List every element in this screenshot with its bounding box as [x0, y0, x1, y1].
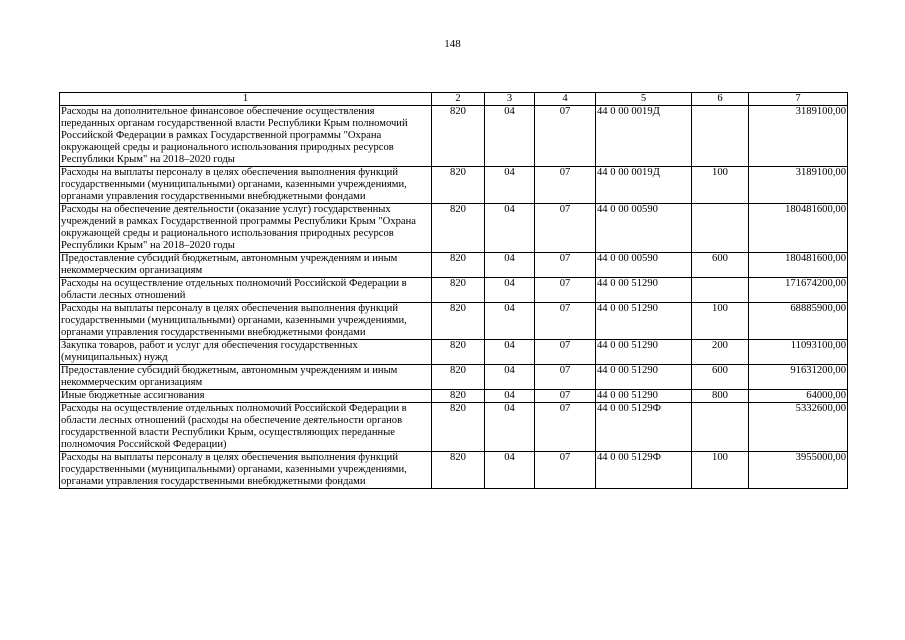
row-col-4: 07	[535, 303, 596, 340]
row-col-4: 07	[535, 253, 596, 278]
row-col-6	[692, 278, 749, 303]
table-row	[60, 452, 848, 489]
row-amount: 3189100,00	[749, 106, 848, 167]
row-col-4: 07	[535, 403, 596, 452]
row-col-5: 44 0 00 0019Д	[596, 106, 692, 167]
row-col-5: 44 0 00 5129Ф	[596, 403, 692, 452]
row-amount: 180481600,00	[749, 253, 848, 278]
row-col-4: 07	[535, 278, 596, 303]
table-row	[60, 167, 848, 204]
row-col-6: 600	[692, 365, 749, 390]
row-description: Расходы на дополнительное финансовое обеспечение осуществления переданных органам государственной власти Республики Крым полномочий Российской Федерации в рамках Государственной программы "Охрана окружающей среды и рационального использования природных ресурсов Республики Крым" на 2018–2020 годы	[60, 106, 432, 167]
row-col-6: 200	[692, 340, 749, 365]
row-amount: 3955000,00	[749, 452, 848, 489]
row-col-2: 820	[432, 167, 485, 204]
row-col-3: 04	[485, 278, 535, 303]
row-col-3: 04	[485, 340, 535, 365]
row-col-6: 800	[692, 390, 749, 403]
row-col-5: 44 0 00 51290	[596, 340, 692, 365]
row-description: Расходы на осуществление отдельных полномочий Российской Федерации в области лесных отношений (расходы на обеспечение деятельности органов государственной власти Республики Крым, осуществляющих переданные полномочия Российской Федерации)	[60, 403, 432, 452]
row-col-2: 820	[432, 204, 485, 253]
header-col-4: 4	[535, 93, 596, 106]
row-col-5: 44 0 00 0019Д	[596, 167, 692, 204]
header-col-6: 6	[692, 93, 749, 106]
header-col-5: 5	[596, 93, 692, 106]
row-amount: 68885900,00	[749, 303, 848, 340]
row-col-6	[692, 204, 749, 253]
row-col-4: 07	[535, 390, 596, 403]
row-col-6	[692, 403, 749, 452]
row-col-2: 820	[432, 303, 485, 340]
row-col-6: 100	[692, 452, 749, 489]
row-description: Закупка товаров, работ и услуг для обеспечения государственных (муниципальных) нужд	[60, 340, 432, 365]
row-col-3: 04	[485, 253, 535, 278]
row-amount: 64000,00	[749, 390, 848, 403]
table-row	[60, 253, 848, 278]
row-description: Расходы на осуществление отдельных полномочий Российской Федерации в области лесных отношений	[60, 278, 432, 303]
row-col-5: 44 0 00 00590	[596, 253, 692, 278]
header-col-7: 7	[749, 93, 848, 106]
row-col-5: 44 0 00 51290	[596, 303, 692, 340]
budget-table	[59, 92, 848, 489]
row-description: Расходы на выплаты персоналу в целях обеспечения выполнения функций государственными (муниципальными) органами, казенными учреждениями, органами управления государственными внебюджетными фондами	[60, 303, 432, 340]
row-col-2: 820	[432, 452, 485, 489]
row-col-3: 04	[485, 452, 535, 489]
row-amount: 91631200,00	[749, 365, 848, 390]
row-amount: 180481600,00	[749, 204, 848, 253]
row-col-2: 820	[432, 253, 485, 278]
table-row	[60, 278, 848, 303]
header-row	[60, 93, 848, 106]
row-col-3: 04	[485, 167, 535, 204]
row-col-6: 600	[692, 253, 749, 278]
row-col-2: 820	[432, 340, 485, 365]
row-description: Иные бюджетные ассигнования	[60, 390, 432, 403]
row-col-3: 04	[485, 106, 535, 167]
row-amount: 5332600,00	[749, 403, 848, 452]
row-col-4: 07	[535, 167, 596, 204]
row-col-5: 44 0 00 51290	[596, 278, 692, 303]
row-col-4: 07	[535, 365, 596, 390]
row-description: Расходы на обеспечение деятельности (оказание услуг) государственных учреждений в рамках Государственной программы Республики Крым "Охрана окружающей среды и рационального использования природных ресурсов Республики Крым" на 2018–2020 годы	[60, 204, 432, 253]
row-description: Предоставление субсидий бюджетным, автономным учреждениям и иным некоммерческим организациям	[60, 365, 432, 390]
table-row	[60, 204, 848, 253]
row-col-5: 44 0 00 00590	[596, 204, 692, 253]
row-description: Расходы на выплаты персоналу в целях обеспечения выполнения функций государственными (муниципальными) органами, казенными учреждениями, органами управления государственными внебюджетными фондами	[60, 167, 432, 204]
table-row	[60, 390, 848, 403]
row-col-3: 04	[485, 303, 535, 340]
row-col-3: 04	[485, 204, 535, 253]
row-col-3: 04	[485, 365, 535, 390]
row-col-2: 820	[432, 106, 485, 167]
table-row	[60, 303, 848, 340]
row-col-4: 07	[535, 204, 596, 253]
row-col-2: 820	[432, 390, 485, 403]
row-col-2: 820	[432, 365, 485, 390]
row-amount: 3189100,00	[749, 167, 848, 204]
page-number: 148	[444, 38, 461, 50]
row-amount: 11093100,00	[749, 340, 848, 365]
row-col-2: 820	[432, 278, 485, 303]
row-description: Расходы на выплаты персоналу в целях обеспечения выполнения функций государственными (муниципальными) органами, казенными учреждениями, органами управления государственными внебюджетными фондами	[60, 452, 432, 489]
header-col-1: 1	[60, 93, 432, 106]
table-row	[60, 403, 848, 452]
header-col-2: 2	[432, 93, 485, 106]
row-col-4: 07	[535, 452, 596, 489]
row-col-6	[692, 106, 749, 167]
header-col-3: 3	[485, 93, 535, 106]
row-description: Предоставление субсидий бюджетным, автономным учреждениям и иным некоммерческим организациям	[60, 253, 432, 278]
row-col-5: 44 0 00 51290	[596, 365, 692, 390]
row-col-4: 07	[535, 106, 596, 167]
row-col-5: 44 0 00 5129Ф	[596, 452, 692, 489]
table-row	[60, 365, 848, 390]
row-col-6: 100	[692, 167, 749, 204]
table-row	[60, 106, 848, 167]
row-col-4: 07	[535, 340, 596, 365]
row-col-5: 44 0 00 51290	[596, 390, 692, 403]
row-col-6: 100	[692, 303, 749, 340]
row-col-3: 04	[485, 403, 535, 452]
row-col-3: 04	[485, 390, 535, 403]
row-col-2: 820	[432, 403, 485, 452]
table-row	[60, 340, 848, 365]
row-amount: 171674200,00	[749, 278, 848, 303]
